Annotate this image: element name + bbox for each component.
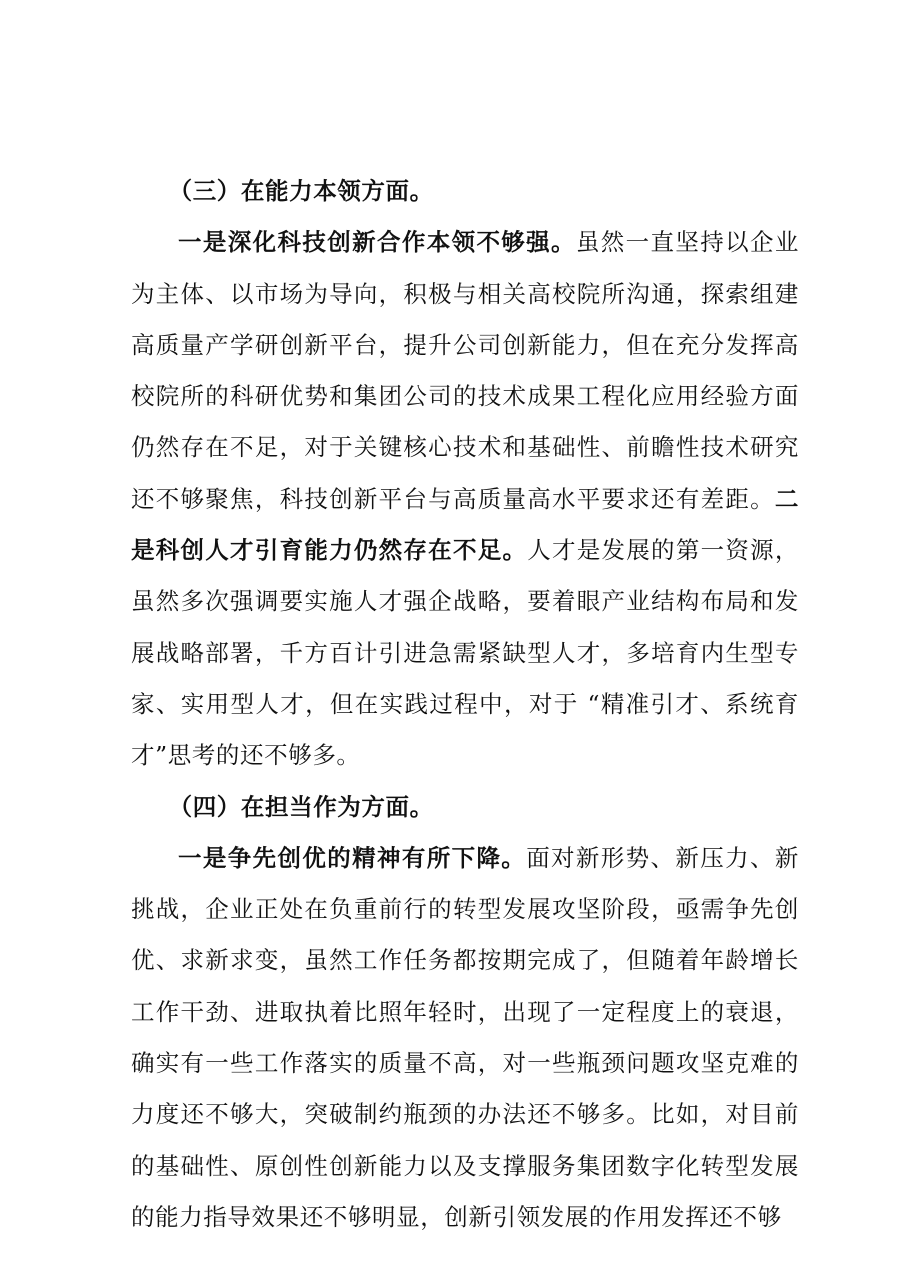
- section-3-point-2-body: 人才是发展的第一资源，虽然多次强调要实施人才强企战略，要着眼产业结构布局和发展战略部署，千方百计引进急需紧缺型人才，多培育内生型专家、实用型人才，但在实践过程中，对于 “精准引才、系统育才”思考的还不够多。: [131, 536, 799, 770]
- section-4-paragraph: [131, 833, 799, 1243]
- document-body: [131, 166, 799, 1243]
- section-3-point-2-lead: 二是科创人才引育能力仍然存在不足。: [131, 484, 799, 565]
- section-4-point-1-lead: 一是争先创优的精神有所下降。: [178, 843, 527, 872]
- section-3-heading: （三）在能力本领方面。: [168, 177, 434, 205]
- section-3-paragraph: [131, 217, 799, 781]
- section-3-point-1-lead: 一是深化科技创新合作本领不够强。: [178, 228, 576, 257]
- section-3-point-1-body: 虽然一直坚持以企业为主体、以市场为导向，积极与相关高校院所沟通，探索组建高质量产学研创新平台，提升公司创新能力，但在充分发挥高校院所的科研优势和集团公司的技术成果工程化应用经验方面仍然存在不足，对于关键核心技术和基础性、前瞻性技术研究还不够聚焦，科技创新平台与高质量高水平要求还有差距。: [131, 228, 799, 513]
- section-4-heading: （四）在担当作为方面。: [168, 792, 434, 821]
- section-4-point-1-body: 面对新形势、新压力、新挑战，企业正处在负重前行的转型发展攻坚阶段，亟需争先创优、求新求变，虽然工作任务都按期完成了，但随着年龄增长工作干劲、进取执着比照年轻时，出现了一定程度上的衰退，确实有一些工作落实的质量不高，对一些瓶颈问题攻坚克难的力度还不够大，突破制约瓶颈的办法还不够多。比如，对目前的基础性、原创性创新能力以及支撑服务集团数字化转型发展的能力指导效果还不够明显，创新引领发展的作用发挥还不够: [131, 843, 799, 1231]
